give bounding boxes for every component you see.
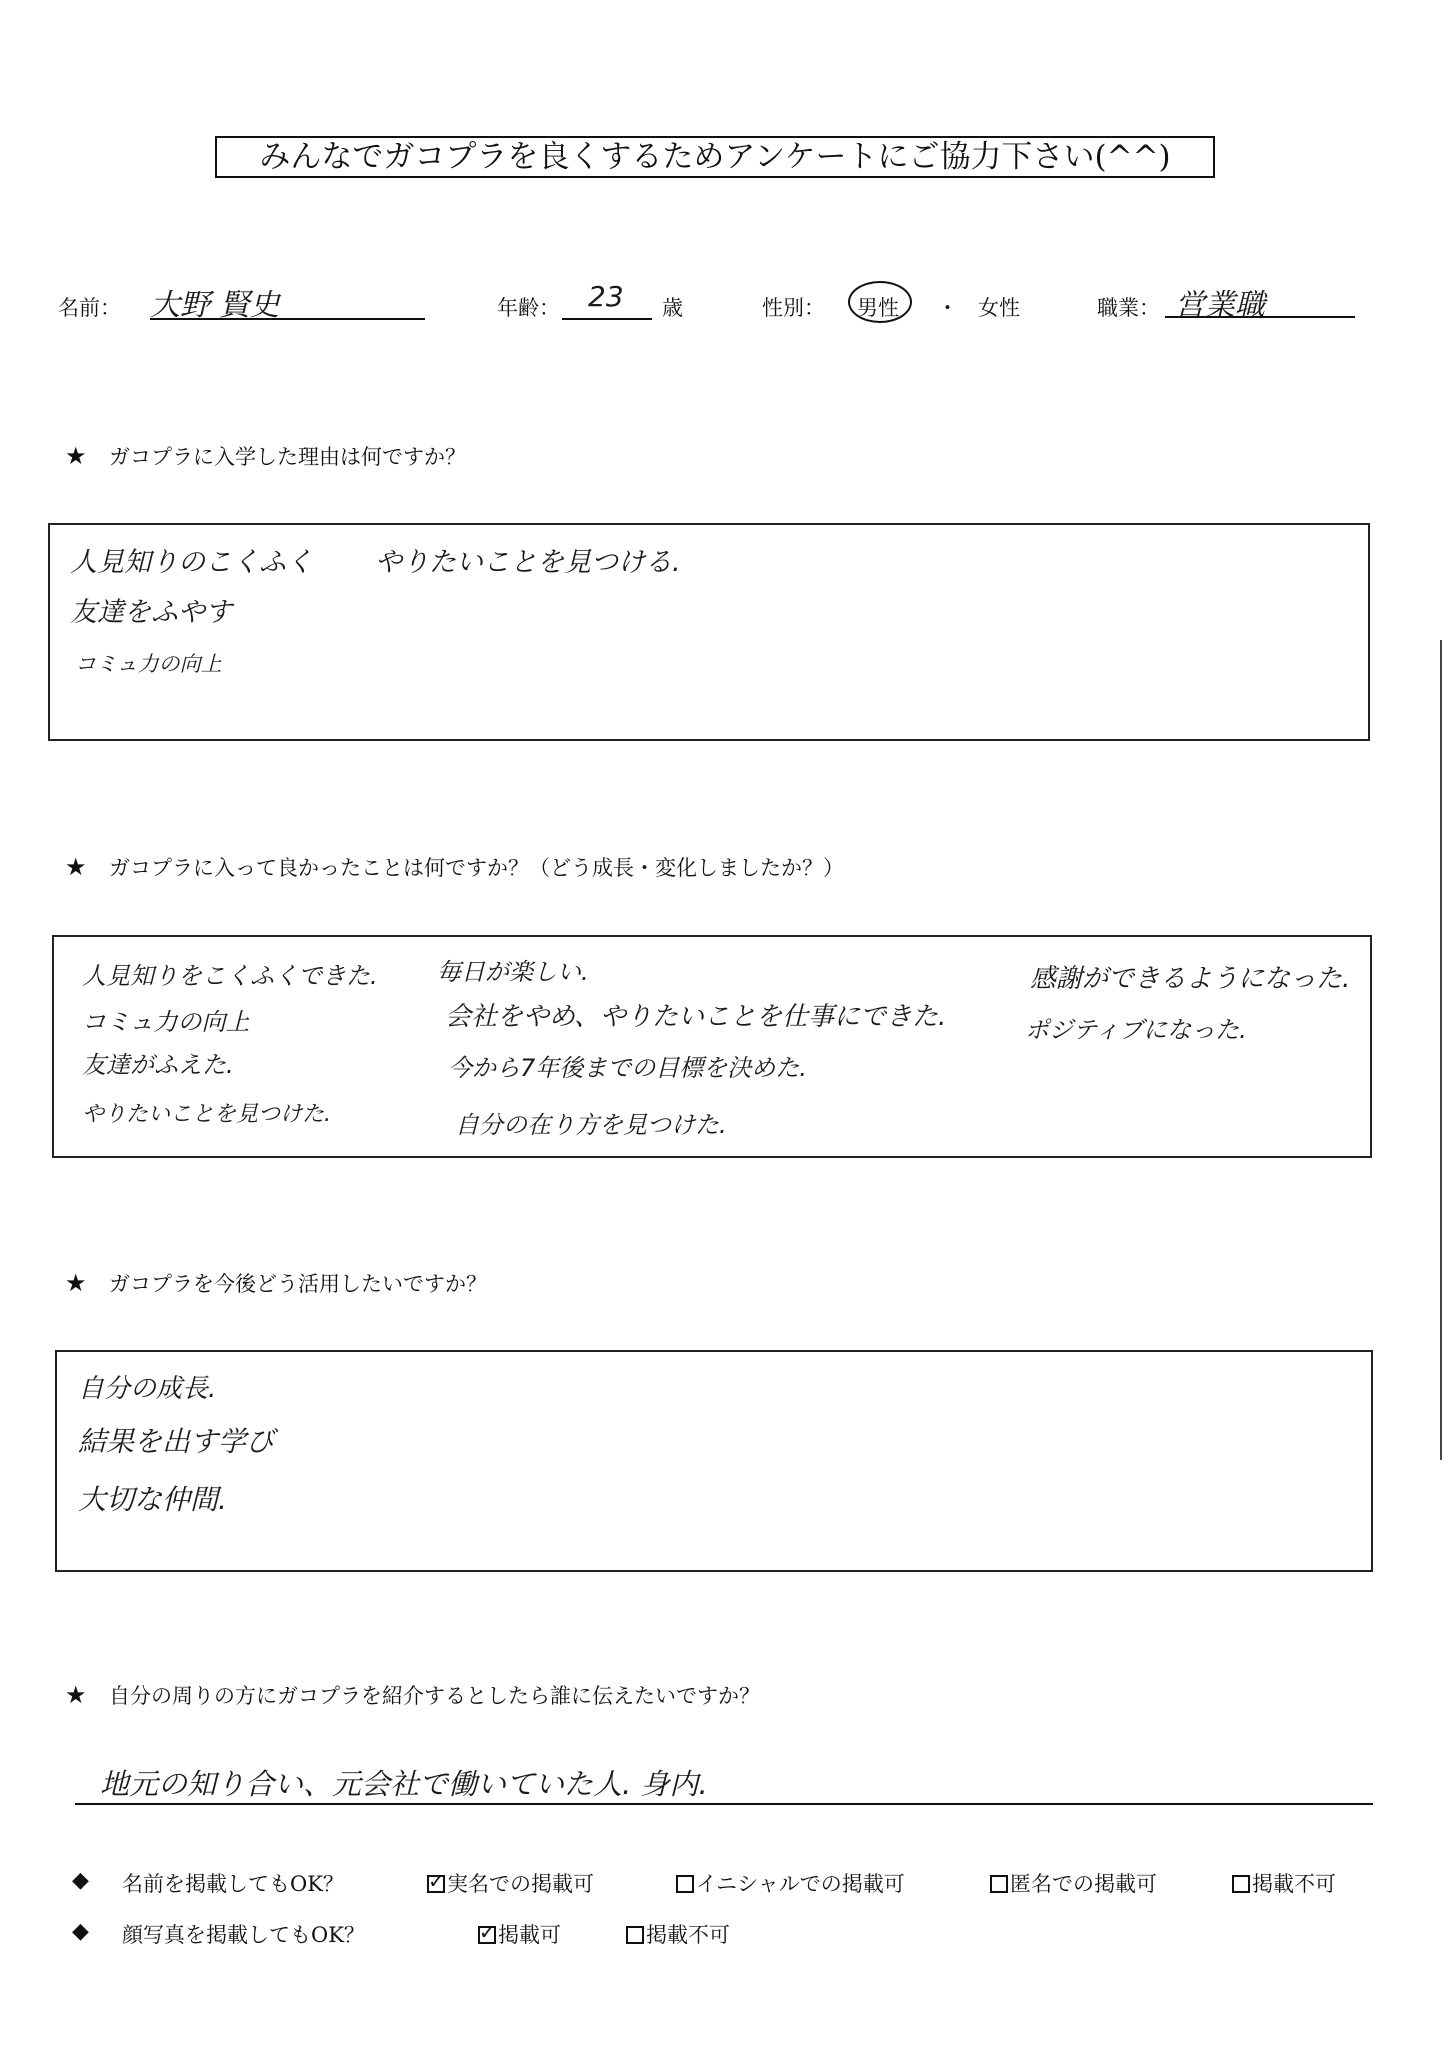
checkbox[interactable] xyxy=(676,1875,694,1893)
star-icon: ★ xyxy=(65,1681,87,1709)
name-consent-option-anonymous[interactable] xyxy=(990,1868,1157,1898)
option-label: イニシャルでの掲載可 xyxy=(696,1872,905,1896)
answer-2-col3-line-2: ポジティブになった. xyxy=(1025,1016,1247,1044)
answer-4: 地元の知り合い、元会社で働いていた人. 身内. xyxy=(100,1767,708,1801)
answer-2-col2-line-2: 会社をやめ、やりたいことを仕事にできた. xyxy=(445,1002,947,1032)
star-icon: ★ xyxy=(65,442,87,470)
age-unit: 歳 xyxy=(662,296,683,320)
question-4-text: 自分の周りの方にガコプラを紹介するとしたら誰に伝えたいですか？ xyxy=(109,1684,760,1708)
question-2-text: ガコプラに入って良かったことは何ですか？（どう成長・変化しましたか？） xyxy=(109,856,844,880)
job-underline xyxy=(1165,316,1355,318)
survey-title: みんなでガコプラを良くするためアンケートにご協力下さい(^^) xyxy=(215,136,1215,178)
diamond-icon: ◆ xyxy=(72,1919,89,1944)
answer-1-line-3: 友達をふやす xyxy=(70,597,232,628)
name-underline xyxy=(150,318,425,320)
answer-3-line-2: 結果を出す学び xyxy=(78,1425,275,1458)
question-1 xyxy=(65,441,466,471)
question-3 xyxy=(65,1268,487,1298)
answer-2-col1-line-2: コミュ力の向上 xyxy=(82,1008,250,1036)
checkbox[interactable] xyxy=(626,1926,644,1944)
question-4 xyxy=(65,1680,760,1710)
option-label: 掲載不可 xyxy=(1252,1872,1336,1896)
question-2 xyxy=(65,852,844,882)
gender-separator: ・ xyxy=(937,296,958,320)
answer-1-line-2: やりたいことを見つける. xyxy=(375,547,681,578)
age-label: 年齢： xyxy=(497,296,560,320)
answer-2-col1-line-4: やりたいことを見つけた. xyxy=(82,1102,331,1127)
name-consent-option-real[interactable] xyxy=(427,1868,594,1898)
option-label: 匿名での掲載可 xyxy=(1010,1872,1157,1896)
scan-edge-line xyxy=(1440,640,1442,1460)
name-value: 大野 賢史 xyxy=(150,288,280,323)
answer-2-col1-line-3: 友達がふえた. xyxy=(82,1051,234,1079)
name-label: 名前： xyxy=(58,296,121,320)
checkmark-icon: ✓ xyxy=(479,1920,496,1944)
name-consent-option-none[interactable] xyxy=(1232,1868,1336,1898)
answer-2-col1-line-1: 人見知りをこくふくできた. xyxy=(82,962,378,990)
job-value: 営業職 xyxy=(1175,288,1265,323)
star-icon: ★ xyxy=(65,853,87,881)
answer-3-line-1: 自分の成長. xyxy=(78,1374,217,1404)
answer-1-line-1: 人見知りのこくふく xyxy=(70,547,313,578)
answer-2-col2-line-1: 毎日が楽しい. xyxy=(437,958,589,986)
answer-2-col3-line-1: 感謝ができるようになった. xyxy=(1030,964,1351,994)
diamond-icon: ◆ xyxy=(72,1868,89,1893)
age-value: 23 xyxy=(588,280,624,313)
checkbox[interactable] xyxy=(1232,1875,1250,1893)
age-underline xyxy=(562,318,652,320)
answer-2-col2-line-3: 今から7年後までの目標を決めた. xyxy=(448,1054,807,1082)
answer-3-line-3: 大切な仲間. xyxy=(78,1483,227,1516)
answer-4-underline xyxy=(75,1803,1373,1805)
question-1-text: ガコプラに入学した理由は何ですか？ xyxy=(109,445,466,469)
option-label: 掲載可 xyxy=(498,1923,561,1947)
job-label: 職業： xyxy=(1097,296,1160,320)
option-label: 実名での掲載可 xyxy=(447,1872,594,1896)
question-3-text: ガコプラを今後どう活用したいですか？ xyxy=(109,1272,487,1296)
checkbox-checked[interactable] xyxy=(478,1920,496,1944)
gender-label: 性別： xyxy=(762,296,825,320)
name-consent-label: 名前を掲載してもOK？ xyxy=(122,1872,344,1896)
photo-consent-option-ok[interactable] xyxy=(478,1919,561,1949)
gender-female: 女性 xyxy=(978,296,1020,320)
checkmark-icon: ✓ xyxy=(428,1869,445,1893)
answer-box-3 xyxy=(55,1350,1373,1572)
gender-male: 男性 xyxy=(857,296,899,320)
photo-consent-option-ng[interactable] xyxy=(626,1919,730,1949)
checkbox[interactable] xyxy=(990,1875,1008,1893)
answer-2-col2-line-4: 自分の在り方を見つけた. xyxy=(455,1111,727,1139)
checkbox-checked[interactable] xyxy=(427,1869,445,1893)
photo-consent-label: 顔写真を掲載してもOK？ xyxy=(122,1923,365,1947)
answer-1-line-4: コミュ力の向上 xyxy=(75,652,222,676)
star-icon: ★ xyxy=(65,1269,87,1297)
option-label: 掲載不可 xyxy=(646,1923,730,1947)
name-consent-option-initial[interactable] xyxy=(676,1868,905,1898)
